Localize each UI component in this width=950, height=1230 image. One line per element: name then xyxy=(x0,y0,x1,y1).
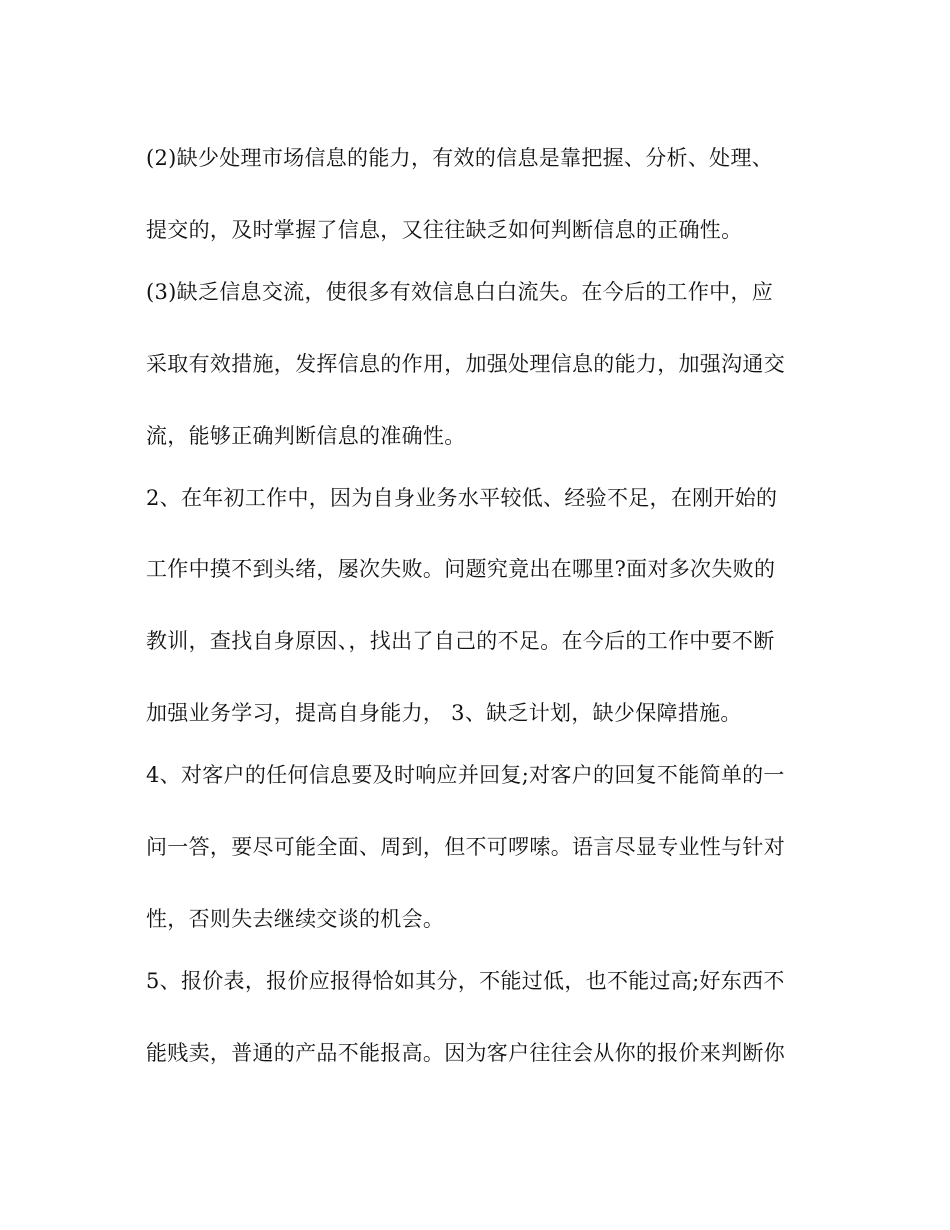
text-line: 2、在年初工作中，因为自身业务水平较低、经验不足，在刚开始的 xyxy=(146,486,778,510)
text-line: 能贱卖，普通的产品不能报高。因为客户往往会从你的报价来判断你 xyxy=(146,1041,785,1065)
text-line: (3)缺乏信息交流，使很多有效信息白白流失。在今后的工作中，应 xyxy=(146,280,774,304)
text-line: 加强业务学习，提高自身能力， 3、缺乏计划，缺少保障措施。 xyxy=(146,701,742,725)
text-line: 问一答，要尽可能全面、周到，但不可啰嗦。语言尽显专业性与针对 xyxy=(146,835,785,859)
text-line: 工作中摸不到头绪，屡次失败。问题究竟出在哪里?面对多次失败的 xyxy=(146,557,776,581)
text-line: 采取有效措施，发挥信息的作用，加强处理信息的能力，加强沟通交 xyxy=(146,352,785,376)
text-line: 教训，查找自身原因、，找出了自己的不足。在今后的工作中要不断 xyxy=(146,629,775,653)
text-line: 5、报价表，报价应报得恰如其分，不能过低，也不能过高;好东西不 xyxy=(146,969,785,993)
text-line: 流，能够正确判断信息的准确性。 xyxy=(146,424,466,448)
text-line: 4、对客户的任何信息要及时响应并回复;对客户的回复不能简单的一 xyxy=(146,763,785,787)
text-line: 提交的，及时掌握了信息，又往往缺乏如何判断信息的正确性。 xyxy=(146,218,743,242)
text-line: 性，否则失去继续交谈的机会。 xyxy=(146,907,445,931)
text-line: (2)缺少处理市场信息的能力，有效的信息是靠把握、分析、处理、 xyxy=(146,146,774,170)
